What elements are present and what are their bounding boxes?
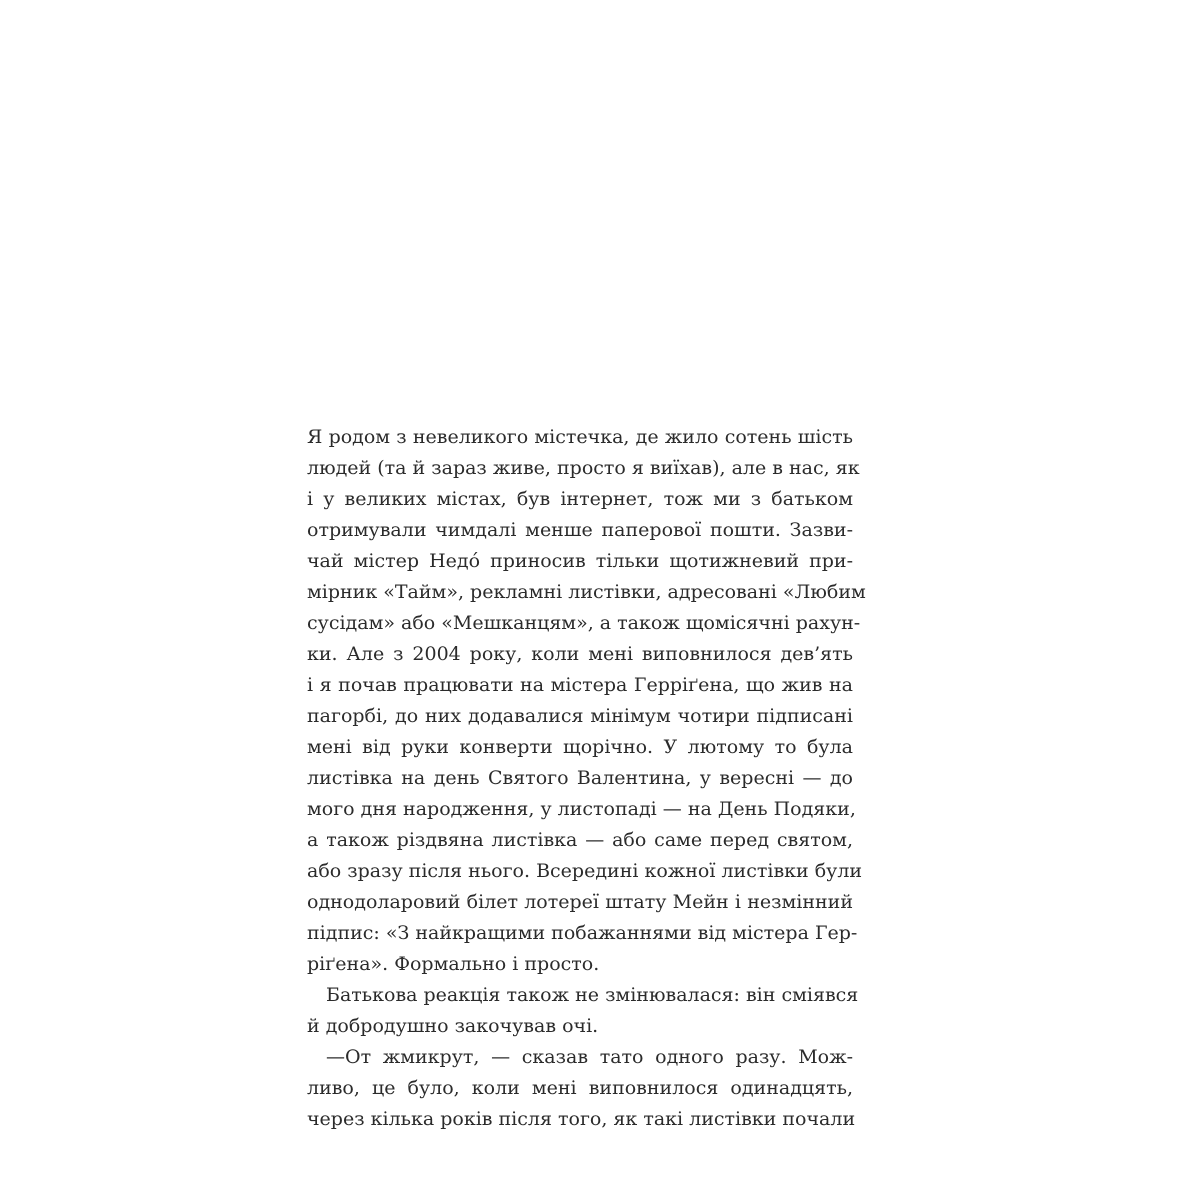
text-line: чай містер Недó приносив тільки щотижневий при- [307,550,853,572]
body-text [307,422,866,1135]
text-line: пагорбі, до них додавалися мінімум чотири підписані [307,705,853,727]
text-line: мірник «Тайм», рекламні листівки, адресовані «Любим [307,581,866,603]
text-line: а також різдвяна листівка — або саме перед святом, [307,829,853,851]
text-line: листівка на день Святого Валентина, у вересні — до [307,767,853,789]
text-line: ливо, це було, коли мені виповнилося одинадцять, [307,1077,853,1099]
text-line: однодоларовий білет лотереї штату Мейн і незмінний [307,891,853,913]
text-line: мого дня народження, у листопаді — на День Подяки, [307,798,856,820]
text-line: і я почав працювати на містера Герріґена, що жив на [307,674,853,696]
text-line: ки. Але з 2004 року, коли мені виповнилося дев’ять [307,643,853,665]
text-line: ріґена». Формально і просто. [307,953,600,975]
text-line: й добродушно закочував очі. [307,1015,599,1037]
dialogue-paragraph [307,1042,856,1135]
text-line: Батькова реакція також не змінювалася: він сміявся [326,984,859,1006]
text-line: мені від руки конверти щорічно. У лютому то була [307,736,853,758]
paragraph [307,980,859,1042]
text-line: людей (та й зараз живе, просто я виїхав), але в нас, як [307,457,860,479]
text-line: через кілька років після того, як такі листівки почали [307,1108,856,1130]
text-line: сусідам» або «Мешканцям», а також щомісячні рахун- [307,612,861,634]
text-line: Я родом з невеликого містечка, де жило сотень шість [307,426,853,448]
text-line: підпис: «З найкращими побажаннями від містера Гер- [307,922,858,944]
text-line: —От жмикрут, — сказав тато одного разу. Мож- [326,1046,853,1068]
text-line: або зразу після нього. Всередині кожної листівки були [307,860,863,882]
paragraph [307,422,866,980]
text-line: і у великих містах, був інтернет, тож ми з батьком [307,488,853,510]
text-line: отримували чимдалі менше паперової пошти. Зазви- [307,519,853,541]
